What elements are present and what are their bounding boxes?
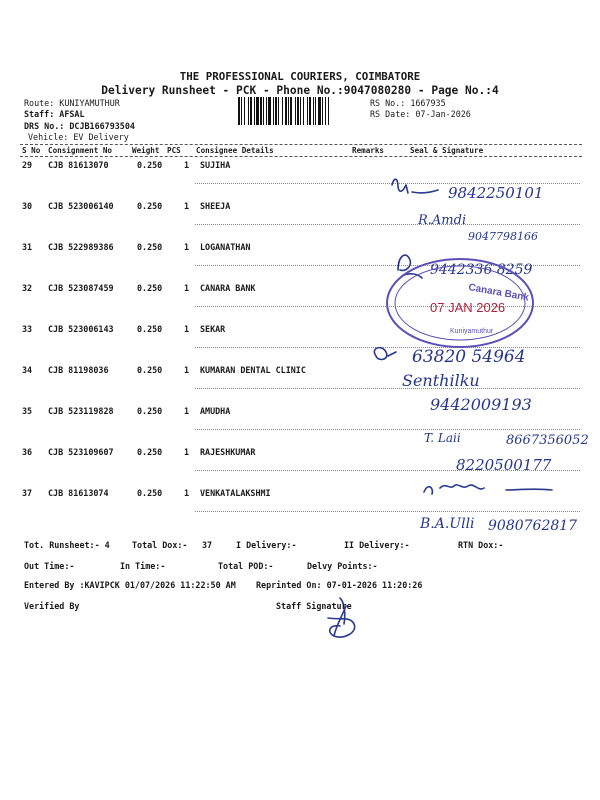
drs-label: DRS No.: DCJB166793504 (24, 121, 135, 131)
rs-date-label: RS Date: 07-Jan-2026 (370, 109, 471, 119)
row-consignment-no: CJB 523087459 (48, 283, 114, 293)
company-title: THE PROFESSIONAL COURIERS, COIMBATORE (179, 70, 421, 83)
row-weight: 0.250 (137, 201, 163, 211)
signature-scribble (374, 348, 396, 360)
row-consignee: AMUDHA (200, 406, 231, 416)
row-weight: 0.250 (137, 488, 163, 498)
row-consignment-no: CJB 523109607 (48, 447, 114, 457)
tot-runsheet: Tot. Runsheet:- 4 (24, 540, 110, 550)
row-sno: 36 (22, 447, 33, 457)
row-consignment-no: CJB 523006140 (48, 201, 114, 211)
entered-by: Entered By :KAVIPCK 01/07/2026 11:22:50 AM (24, 580, 236, 590)
col-seal-signature: Seal & Signature (410, 146, 484, 155)
delvy-points-label: Delvy Points:- (307, 561, 378, 571)
row-sno: 35 (22, 406, 33, 416)
row-sno: 31 (22, 242, 33, 252)
row-pcs: 1 (184, 201, 190, 211)
ii-delivery-label: II Delivery:- (344, 540, 410, 550)
row-weight: 0.250 (137, 365, 163, 375)
i-delivery-label: I Delivery:- (236, 540, 297, 550)
row-pcs: 1 (184, 406, 190, 416)
row-pcs: 1 (184, 365, 190, 375)
rs-no-label: RS No.: 1667935 (370, 98, 446, 108)
row-consignee: SUJIHA (200, 160, 231, 170)
vehicle-label: Vehicle: EV Delivery (28, 132, 129, 142)
stamp-date: 07 JAN 2026 (430, 300, 506, 315)
row-consignee: LOGANATHAN (200, 242, 251, 252)
row-weight: 0.250 (137, 283, 163, 293)
row-consignment-no: CJB 81198036 (48, 365, 109, 375)
row-consignment-no: CJB 81613074 (48, 488, 109, 498)
handwritten-signature: R.Amdi (418, 213, 467, 228)
row-consignee: RAJESHKUMAR (200, 447, 256, 457)
row-pcs: 1 (184, 160, 190, 170)
staff-label: Staff: AFSAL (24, 109, 85, 119)
handwritten-phone: 9442009193 (430, 395, 532, 414)
handwritten-signature: T. Laii (424, 431, 461, 445)
col-consignment: Consignment No (48, 146, 113, 155)
col-weight: Weight (132, 146, 160, 155)
col-sno: S No (22, 146, 41, 155)
handwritten-phone: 63820 54964 (412, 347, 526, 367)
reprinted-on: Reprinted On: 07-01-2026 11:20:26 (256, 580, 423, 590)
total-dox-label: Total Dox:- (132, 540, 188, 550)
row-sno: 33 (22, 324, 33, 334)
handwritten-phone: 9442336 8259 (430, 262, 533, 278)
stamp-branch: Kuniyamuthur (450, 328, 494, 335)
signature-scribble (392, 179, 438, 193)
row-consignee: KUMARAN DENTAL CLINIC (200, 365, 306, 375)
staff-signature-label: Staff Signature (276, 601, 352, 611)
out-time-label: Out Time:- (24, 561, 75, 571)
row-sno: 32 (22, 283, 33, 293)
row-sno: 29 (22, 160, 33, 170)
col-pcs: PCS (167, 146, 181, 155)
row-consignee: SHEEJA (200, 201, 231, 211)
in-time-label: In Time:- (120, 561, 166, 571)
total-pod-label: Total POD:- (218, 561, 274, 571)
handwritten-phone: 9842250101 (448, 184, 544, 202)
col-remarks: Remarks (352, 146, 385, 155)
row-weight: 0.250 (137, 242, 163, 252)
row-consignee: SEKAR (200, 324, 226, 334)
stamp-bank-name: Canara Bank (467, 282, 530, 304)
row-pcs: 1 (184, 283, 190, 293)
row-weight: 0.250 (137, 324, 163, 334)
row-weight: 0.250 (137, 447, 163, 457)
row-consignee: VENKATALAKSHMI (200, 488, 271, 498)
row-pcs: 1 (184, 242, 190, 252)
total-dox-value: 37 (202, 540, 213, 550)
row-weight: 0.250 (137, 160, 163, 170)
row-consignee: CANARA BANK (200, 283, 256, 293)
row-weight: 0.250 (137, 406, 163, 416)
handwritten-signature: B.A.Ulli (420, 516, 475, 532)
handwritten-phone: 9047798166 (468, 230, 538, 243)
row-sno: 34 (22, 365, 33, 375)
rtn-dox-label: RTN Dox:- (458, 540, 504, 550)
handwritten-signature: Senthilku (402, 371, 480, 390)
row-pcs: 1 (184, 488, 190, 498)
handwritten-phone: 8220500177 (456, 456, 552, 474)
signature-scribble (424, 485, 552, 494)
row-consignment-no: CJB 81613070 (48, 160, 109, 170)
col-consignee: Consignee Details (196, 146, 274, 155)
row-sno: 30 (22, 201, 33, 211)
handwritten-phone: 8667356052 (506, 433, 589, 448)
row-pcs: 1 (184, 447, 190, 457)
row-pcs: 1 (184, 324, 190, 334)
row-consignment-no: CJB 523006143 (48, 324, 114, 334)
runsheet-title: Delivery Runsheet - PCK - Phone No.:9047080280 - Page No.:4 (101, 84, 499, 97)
row-sno: 37 (22, 488, 33, 498)
handwritten-phone: 9080762817 (488, 518, 578, 534)
row-consignment-no: CJB 523119828 (48, 406, 114, 416)
route-label: Route: KUNIYAMUTHUR (24, 98, 120, 108)
row-consignment-no: CJB 522989386 (48, 242, 114, 252)
verified-by: Verified By (24, 601, 80, 611)
